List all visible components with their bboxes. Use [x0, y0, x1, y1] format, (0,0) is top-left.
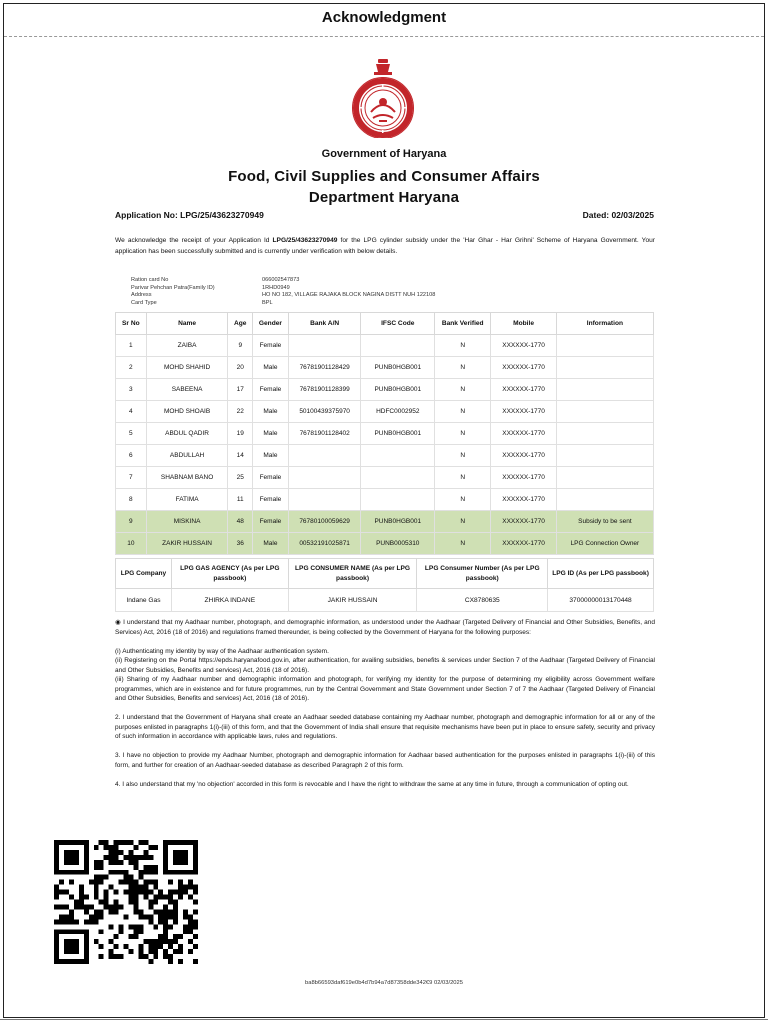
table-row [116, 379, 654, 401]
meta-key: Ration card No [131, 277, 169, 283]
meta-key: Card Type [131, 299, 157, 306]
table-cell [556, 423, 653, 445]
table-cell: XXXXXX-1770 [491, 511, 556, 533]
table-cell: XXXXXX-1770 [491, 379, 556, 401]
table-cell: ABDUL QADIR [146, 423, 228, 445]
table-cell: N [435, 423, 491, 445]
table-cell [288, 489, 361, 511]
table-cell: FATIMA [146, 489, 228, 511]
table-cell: Female [253, 335, 289, 357]
table-cell: 9 [228, 335, 253, 357]
column-header: LPG Consumer Number (As per LPG passbook) [417, 559, 548, 589]
table-cell: Female [253, 511, 289, 533]
table-cell: ZHIRKA INDANE [171, 589, 288, 612]
table-cell: 25 [228, 467, 253, 489]
table-cell: HDFC0002952 [361, 401, 435, 423]
table-cell: 76781901128399 [288, 379, 361, 401]
table-cell: LPG Connection Owner [556, 533, 653, 555]
column-header: Sr No [116, 313, 147, 335]
table-cell: PUNB0HGB001 [361, 511, 435, 533]
consent-paragraph-2: 2. I understand that the Government of Haryana shall create an Aadhaar seeded database containing my Aadhaar number, photograph and demographic information for all or any of the purposes enlisted in paragraphs 1(i)-(iii) of this form, and that the Government of India shall ensure that requisite mechanisms have been put in place to ensure safety, security and privacy of such information in accordance with applicable laws, rules and regulations. [115, 714, 655, 740]
table-cell: 5 [116, 423, 147, 445]
table-cell: 17 [228, 379, 253, 401]
table-cell: XXXXXX-1770 [491, 445, 556, 467]
table-cell: N [435, 401, 491, 423]
table-cell: PUNB0HGB001 [361, 379, 435, 401]
table-cell: Male [253, 445, 289, 467]
table-cell: XXXXXX-1770 [491, 401, 556, 423]
table-cell: CX8780635 [417, 589, 548, 612]
table-cell: XXXXXX-1770 [491, 423, 556, 445]
family-details [131, 277, 435, 307]
table-cell: Indane Gas [116, 589, 172, 612]
consent-purpose-ii: (ii) Registering on the Portal https://epds.haryanafood.gov.in, after authentication, for availing subsidies, benefits & services under Section 7 of the Aadhaar (Targeted Delivery of Financial and Other Subsidies, Benefits and services) Act, 2016 (18 of 2016). [115, 657, 655, 674]
application-number: Application No: LPG/25/43623270949 [115, 210, 264, 220]
table-row [116, 467, 654, 489]
table-cell: 1 [116, 335, 147, 357]
table-cell: 4 [116, 401, 147, 423]
table-cell [361, 489, 435, 511]
table-row [116, 423, 654, 445]
table-cell [361, 335, 435, 357]
meta-key: Address [131, 292, 152, 298]
table-cell: Male [253, 357, 289, 379]
table-row [116, 489, 654, 511]
column-header: Bank A/N [288, 313, 361, 335]
table-cell: N [435, 357, 491, 379]
table-cell: N [435, 533, 491, 555]
page-bottom-line [0, 1019, 768, 1020]
table-cell: Female [253, 467, 289, 489]
table-row [116, 445, 654, 467]
table-cell [361, 467, 435, 489]
table-cell [288, 335, 361, 357]
meta-key: Parivar Pehchan Patra(Family ID) [131, 284, 215, 291]
column-header: Information [556, 313, 653, 335]
table-cell: SABEENA [146, 379, 228, 401]
table-row [116, 511, 654, 533]
table-row [116, 357, 654, 379]
table-cell [556, 467, 653, 489]
consent-intro: ◉ I understand that my Aadhaar number, photograph, and demographic information, as understood under the Aadhaar (Targeted Delivery of Financial and Other Subsidies, Benefits, and Services) Act, 2016 (18 of 2016) and regulations framed thereunder, is being collected by the Government of Haryana for the following purposes: [115, 619, 655, 636]
column-header: LPG GAS AGENCY (As per LPG passbook) [171, 559, 288, 589]
table-cell: 48 [228, 511, 253, 533]
table-cell: 50100439375970 [288, 401, 361, 423]
table-cell: XXXXXX-1770 [491, 467, 556, 489]
table-cell: 7 [116, 467, 147, 489]
table-cell: ZAIBA [146, 335, 228, 357]
table-cell: XXXXXX-1770 [491, 357, 556, 379]
table-cell: Male [253, 533, 289, 555]
table-cell: 20 [228, 357, 253, 379]
meta-value: HO NO 182, VILLAGE RAJAKA BLOCK NAGINA DISTT NUH 122108 [262, 292, 436, 298]
lpg-details-table [115, 558, 654, 612]
table-cell: 9 [116, 511, 147, 533]
table-cell [556, 335, 653, 357]
table-cell: 36 [228, 533, 253, 555]
table-cell: Female [253, 379, 289, 401]
table-cell: 00532191025871 [288, 533, 361, 555]
table-cell: MISKINA [146, 511, 228, 533]
column-header: LPG CONSUMER NAME (As per LPG passbook) [288, 559, 417, 589]
table-cell: ZAKIR HUSSAIN [146, 533, 228, 555]
table-cell: N [435, 335, 491, 357]
table-row [116, 533, 654, 555]
table-cell: N [435, 489, 491, 511]
column-header: Bank Verified [435, 313, 491, 335]
table-cell: MOHD SHOAIB [146, 401, 228, 423]
table-cell: 19 [228, 423, 253, 445]
table-row [116, 335, 654, 357]
meta-value: 066002547873 [262, 277, 300, 283]
table-cell [288, 445, 361, 467]
column-header: Age [228, 313, 253, 335]
table-cell: 2 [116, 357, 147, 379]
table-cell: XXXXXX-1770 [491, 335, 556, 357]
table-cell [556, 357, 653, 379]
table-cell [556, 445, 653, 467]
table-cell: XXXXXX-1770 [491, 533, 556, 555]
table-cell: 37000000013170448 [548, 589, 654, 612]
column-header: Gender [253, 313, 289, 335]
table-cell: N [435, 445, 491, 467]
consent-paragraph-4: 4. I also understand that my 'no objection' accorded in this form is revocable and I have the right to withdraw the same at any time in future, through a communication of opting out. [115, 780, 629, 788]
table-cell: PUNB0HGB001 [361, 423, 435, 445]
table-cell: Male [253, 423, 289, 445]
table-cell: JAKIR HUSSAIN [288, 589, 417, 612]
table-cell: PUNB0005310 [361, 533, 435, 555]
table-cell: 22 [228, 401, 253, 423]
table-cell [556, 379, 653, 401]
table-cell: 76781901128402 [288, 423, 361, 445]
department-name-line1: Food, Civil Supplies and Consumer Affairs [228, 168, 540, 185]
table-cell: N [435, 511, 491, 533]
table-cell: PUNB0HGB001 [361, 357, 435, 379]
table-cell [556, 401, 653, 423]
document-title: Acknowledgment [321, 9, 447, 26]
department-name-line2: Department Haryana [308, 189, 460, 206]
table-cell: 76780100059629 [288, 511, 361, 533]
application-id: LPG/25/43623270949 [272, 237, 338, 244]
meta-value: 1RHD0949 [262, 284, 290, 291]
consent-purpose-i: (i) Authenticating my identity by way of the Aadhaar authentication system. [115, 647, 329, 655]
table-cell: 6 [116, 445, 147, 467]
table-cell: Female [253, 489, 289, 511]
haryana-emblem-icon [345, 56, 421, 138]
table-cell: 8 [116, 489, 147, 511]
table-cell: 3 [116, 379, 147, 401]
column-header: IFSC Code [361, 313, 435, 335]
table-cell: 76781901128429 [288, 357, 361, 379]
consent-paragraph-3: 3. I have no objection to provide my Aadhaar Number, photograph and demographic information for Aadhaar based authentication for the purposes enlisted in paragraphs 1(i)-(iii) of this form, and further for creation of an Aadhaar-seeded database as described Paragraph 2 of this form. [115, 752, 655, 769]
table-cell: Male [253, 401, 289, 423]
acknowledgement-text: We acknowledge the receipt of your Application Id LPG/25/43623270949 for the LPG cylinder subsidy under the 'Har Ghar - Har Grihni' Scheme of Haryana Government. Your application has been successfully submitted and is currently under verification with below details. [115, 237, 655, 255]
table-row [116, 401, 654, 423]
consent-purpose-iii: (iii) Sharing of my Aadhaar number and demographic information and photograph, for verifying my identity for the purpose of determining my eligibility across Government welfare programmes, which are in existence and for future programmes, run by the Central Government and State Government under Section 7 of 7 the Aadhaar (Targeted Delivery of Financial and Other Subsidies, Benefits and services) Act, 2016 (18 of 2016). [115, 676, 655, 702]
footer-hash-date: ba8b66593daf619e0b4d7b94a7d87358dde342€9 02/03/2025 [305, 980, 463, 986]
meta-value: BPL [262, 299, 273, 306]
column-header: Name [146, 313, 228, 335]
table-cell: ABDULLAH [146, 445, 228, 467]
table-cell: MOHD SHAHID [146, 357, 228, 379]
table-cell: SHABNAM BANO [146, 467, 228, 489]
table-cell: N [435, 379, 491, 401]
table-cell [556, 489, 653, 511]
table-cell: XXXXXX-1770 [491, 489, 556, 511]
title-divider [4, 36, 764, 37]
table-cell: Subsidy to be sent [556, 511, 653, 533]
government-name: Government of Haryana [321, 148, 447, 160]
table-cell [288, 467, 361, 489]
table-cell: 10 [116, 533, 147, 555]
table-cell: 14 [228, 445, 253, 467]
application-date: Dated: 02/03/2025 [582, 210, 654, 220]
family-members-table [115, 312, 654, 555]
table-cell [361, 445, 435, 467]
column-header: LPG Company [116, 559, 172, 589]
consent-terms [115, 618, 655, 799]
table-row [116, 589, 654, 612]
table-cell: N [435, 467, 491, 489]
column-header: LPG ID (As per LPG passbook) [548, 559, 654, 589]
qr-code-icon [53, 840, 199, 964]
column-header: Mobile [491, 313, 556, 335]
table-cell: 11 [228, 489, 253, 511]
